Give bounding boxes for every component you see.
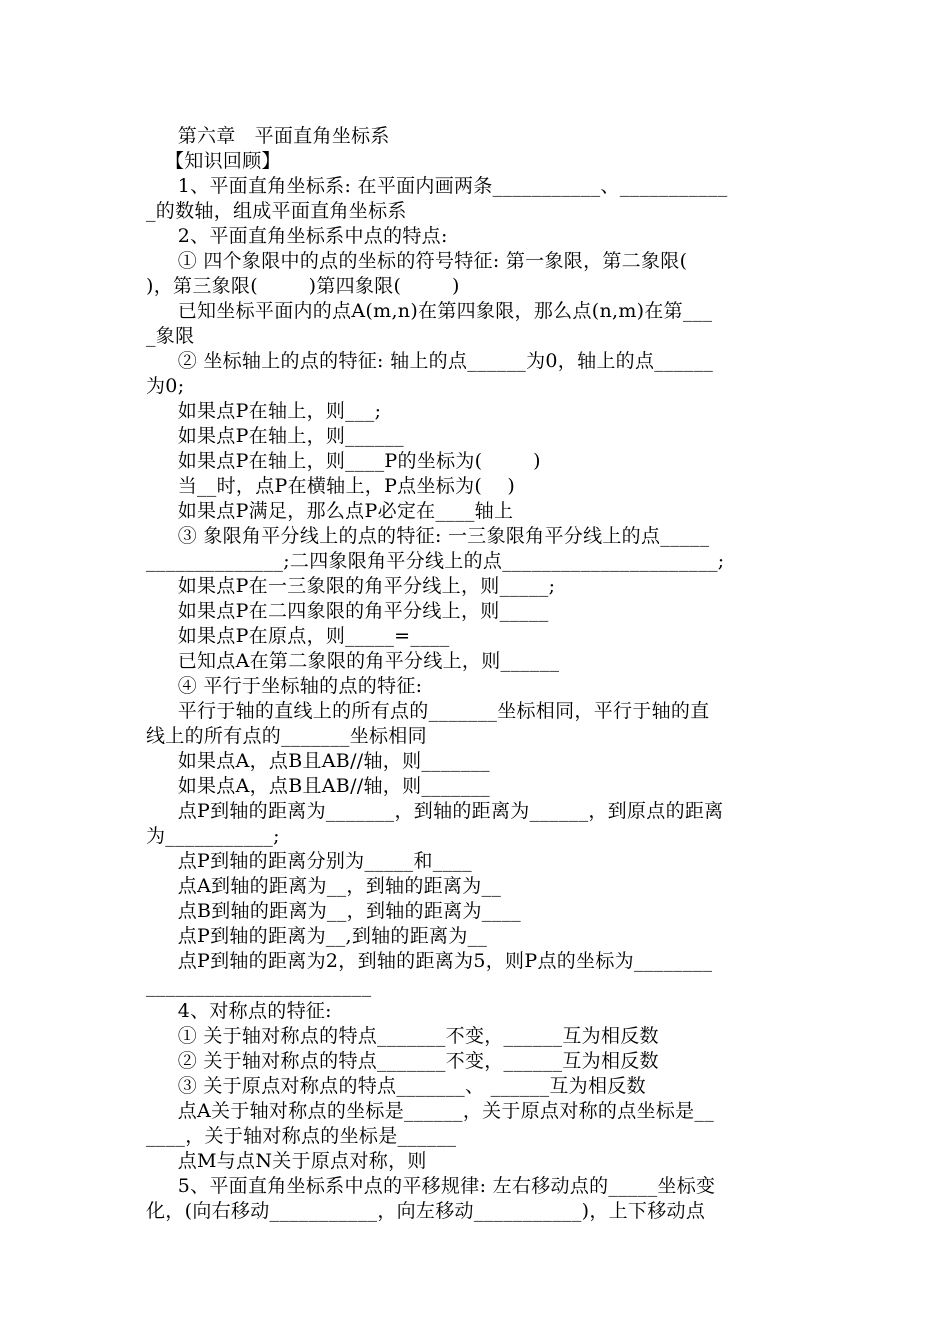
text-line: 为___________;: [146, 825, 280, 847]
text-line: 点P到轴的距离为2，到轴的距离为5，则P点的坐标为________: [146, 950, 713, 972]
text-line: )，第三象限( )第四象限( ): [146, 275, 460, 297]
text-line: ① 关于轴对称点的特点_______不变，______互为相反数: [146, 1025, 659, 1047]
text-line: 线上的所有点的_______坐标相同: [146, 725, 427, 747]
text-line: 如果点P在二四象限的角平分线上，则_____: [146, 600, 549, 622]
text-line: 2、平面直角坐标系中点的特点:: [146, 225, 448, 247]
text-line: 4、对称点的特征:: [146, 1000, 332, 1022]
text-line: 5、平面直角坐标系中点的平移规律: 左右移动点的_____坐标变: [146, 1175, 716, 1197]
text-line: 如果点P在轴上，则___;: [146, 400, 382, 422]
section-heading: 【知识回顾】: [146, 150, 281, 172]
text-line: 如果点P在原点，则_____=____: [146, 625, 450, 647]
text-line: 点P到轴的距离为__,到轴的距离为__: [146, 925, 488, 947]
text-line: ② 关于轴对称点的特点_______不变，______互为相反数: [146, 1050, 659, 1072]
chapter-title: 第六章 平面直角坐标系: [146, 125, 390, 147]
text-line: ② 坐标轴上的点的特征: 轴上的点______为0，轴上的点______: [146, 350, 714, 372]
text-line: 当__时，点P在横轴上，P点坐标为( ): [146, 475, 516, 497]
text-line: 如果点A，点B且AB//轴，则_______: [146, 750, 490, 772]
text-line: 已知坐标平面内的点A(m,n)在第四象限，那么点(n,m)在第___: [146, 300, 713, 322]
text-line: 如果点P在轴上，则____P的坐标为( ): [146, 450, 541, 472]
text-line: ④ 平行于坐标轴的点的特征:: [146, 675, 423, 697]
text-line: 平行于轴的直线上的所有点的_______坐标相同，平行于轴的直: [146, 700, 710, 722]
text-line: _的数轴，组成平面直角坐标系: [146, 200, 407, 222]
text-line: 点A到轴的距离为__，到轴的距离为__: [146, 875, 502, 897]
text-line: 已知点A在第二象限的角平分线上，则______: [146, 650, 560, 672]
text-line: 点M与点N关于原点对称，则: [146, 1150, 427, 1172]
text-line: 如果点P在一三象限的角平分线上，则_____;: [146, 575, 556, 597]
text-line: _象限: [146, 325, 195, 347]
text-line: 化，(向右移动___________，向左移动___________)，上下移动点: [146, 1200, 706, 1222]
text-line: 如果点A，点B且AB//轴，则_______: [146, 775, 490, 797]
text-line: ③ 象限角平分线上的点的特征: 一三象限角平分线上的点_____: [146, 525, 710, 547]
text-line: _______________________: [146, 975, 372, 997]
text-line: 1、平面直角坐标系: 在平面内画两条___________、___________: [146, 175, 728, 197]
text-line: 如果点P在轴上，则______: [146, 425, 404, 447]
text-line: 为0;: [146, 375, 185, 397]
text-line: 点P到轴的距离分别为_____和____: [146, 850, 472, 872]
text-line: ③ 关于原点对称点的特点_______、 ______互为相反数: [146, 1075, 646, 1097]
text-line: 点B到轴的距离为__，到轴的距离为____: [146, 900, 521, 922]
text-line: 如果点P满足，那么点P必定在____轴上: [146, 500, 514, 522]
text-line: 点A关于轴对称点的坐标是______，关于原点对称的点坐标是__: [146, 1100, 715, 1122]
text-line: ____，关于轴对称点的坐标是______: [146, 1125, 457, 1147]
text-line: ______________;二四象限角平分线上的点______________________;: [146, 550, 725, 572]
text-line: 点P到轴的距离为_______，到轴的距离为______，到原点的距离: [146, 800, 724, 822]
text-line: ① 四个象限中的点的坐标的符号特征: 第一象限，第二象限(: [146, 250, 688, 272]
